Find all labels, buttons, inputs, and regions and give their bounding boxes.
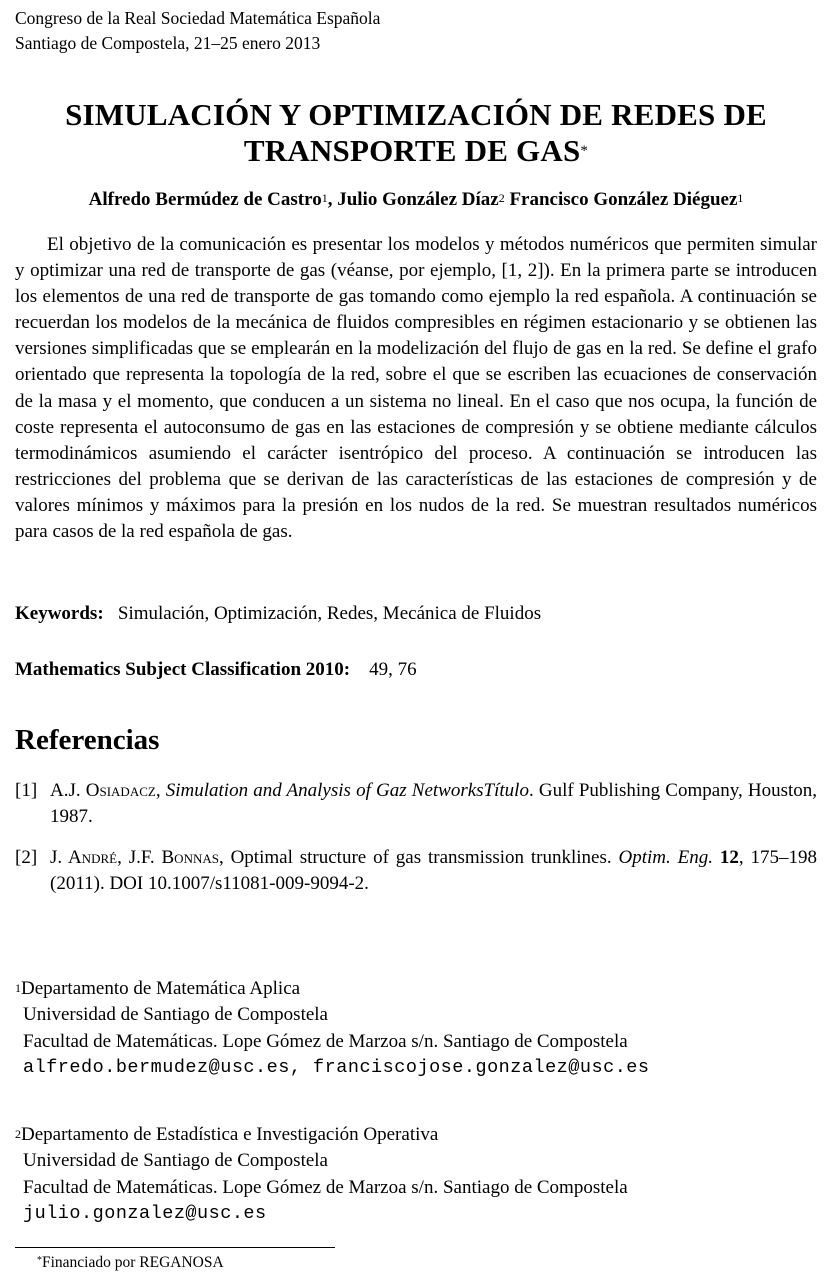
references-heading: Referencias <box>15 724 160 756</box>
reference-authors: A.J. Osiadacz <box>50 780 156 801</box>
msc-label: Mathematics Subject Classification 2010: <box>15 659 351 680</box>
author-separator: , <box>327 189 338 210</box>
affiliation-department <box>15 976 650 1002</box>
author-name: Alfredo Bermúdez de Castro <box>88 189 322 210</box>
footnote <box>37 1252 224 1274</box>
affiliation-department-text: Departamento de Matemática Aplica <box>21 978 301 999</box>
affiliation-address: Facultad de Matemáticas. Lope Gómez de Marzoa s/n. Santiago de Compostela <box>23 1176 628 1198</box>
running-header <box>15 6 380 56</box>
title-line-1: SIMULACIÓN Y OPTIMIZACIÓN DE REDES DE <box>65 97 767 132</box>
affiliation-university: Universidad de Santiago de Compostela <box>23 1004 328 1026</box>
reference-publisher: . Gulf Publishing Company, Houston, 1987. <box>50 780 818 827</box>
reference-details: , 175–198 (2011). DOI 10.1007/s11081-009-9094-2. <box>50 847 817 894</box>
author-affiliation-mark: 1 <box>321 191 328 205</box>
reference-number: [1] <box>15 780 38 801</box>
affiliation-block <box>15 1122 628 1227</box>
msc-classification <box>15 657 417 683</box>
affiliation-department <box>15 1122 628 1148</box>
reference-separator: , <box>117 847 129 868</box>
conference-place-date: Santiago de Compostela, 21–25 enero 2013 <box>15 33 321 53</box>
conference-name: Congreso de la Real Sociedad Matemática Española <box>15 8 381 28</box>
title-footnote-mark: * <box>580 143 589 159</box>
footnote-mark: * <box>37 1255 42 1266</box>
reference-body <box>50 845 817 897</box>
affiliation-address: Facultad de Matemáticas. Lope Gómez de Marzoa s/n. Santiago de Compostela <box>23 1030 628 1052</box>
author-affiliation-mark: 1 <box>737 191 744 205</box>
affiliation-block <box>15 976 650 1081</box>
abstract-paragraph: El objetivo de la comunicación es presentar los modelos y métodos numéricos que permiten simular y optimizar una red de transporte de gas (véanse, por ejemplo, [1, 2]). En la primera parte se introducen los elementos de una red de transporte de gas tomando como ejemplo la red española. A continuación se recuerdan los modelos de la mecánica de fluidos compresibles en régimen estacionario y se obtienen las versiones simplificadas que se emplearán en la modelización del flujo de gas en la red. Se define el grafo orientado que representa la topología de la red, sobre el que se escriben las ecuaciones de conservación de la masa y el momento, que conducen a un sistema no lineal. En el caso que nos ocupa, la función de coste representa el autoconsumo de gas en las estaciones de compresión y se obtiene mediante cálculos termodinámicos asumiendo el carácter isentrópico del proceso. A continuación se introducen las restricciones del problema que se derivan de las características de las estaciones de compresión y de valores mínimos y máximos para la presión en los nudos de la red. Se muestran resultados numéricos para casos de la red española de gas. <box>15 234 817 543</box>
keywords-label: Keywords: <box>15 603 104 624</box>
title-line-2-text: TRANSPORTE DE GAS <box>243 133 581 168</box>
affiliation-university: Universidad de Santiago de Compostela <box>23 1150 328 1172</box>
keywords-value: Simulación, Optimización, Redes, Mecánica de Fluidos <box>117 603 542 624</box>
reference-journal: Optim. Eng. <box>618 847 713 868</box>
title-line-2 <box>0 133 832 169</box>
reference-title: Simulation and Analysis of Gaz NetworksTítulo <box>165 780 529 801</box>
paper-title <box>0 97 832 169</box>
reference-item <box>15 778 817 832</box>
author-affiliation-mark: 2 <box>498 191 505 205</box>
reference-number: [2] <box>15 847 38 868</box>
author-name: Julio González Díaz <box>337 189 499 210</box>
reference-volume: 12 <box>719 847 739 868</box>
affiliation-email: alfredo.bermudez@usc.es, franciscojose.gonzalez@usc.es <box>23 1056 650 1078</box>
affiliation-department-text: Departamento de Estadística e Investigación Operativa <box>21 1124 439 1145</box>
reference-body <box>50 778 817 830</box>
msc-value: 49, 76 <box>369 659 417 680</box>
footnote-text: Financiado por REGANOSA <box>42 1254 224 1271</box>
affiliation-mark: 2 <box>15 1127 21 1141</box>
author-list <box>0 188 832 212</box>
reference-separator: , <box>155 780 166 801</box>
reference-item <box>15 845 817 899</box>
author-name: Francisco González Diéguez <box>509 189 738 210</box>
reference-author: J. André <box>50 847 118 868</box>
keywords <box>15 601 541 627</box>
affiliation-mark: 1 <box>15 981 21 995</box>
affiliation-email: julio.gonzalez@usc.es <box>23 1202 267 1224</box>
footnote-rule <box>15 1247 335 1248</box>
reference-author: J.F. Bonnas <box>128 847 219 868</box>
reference-title: , Optimal structure of gas transmission trunklines. <box>218 847 619 868</box>
